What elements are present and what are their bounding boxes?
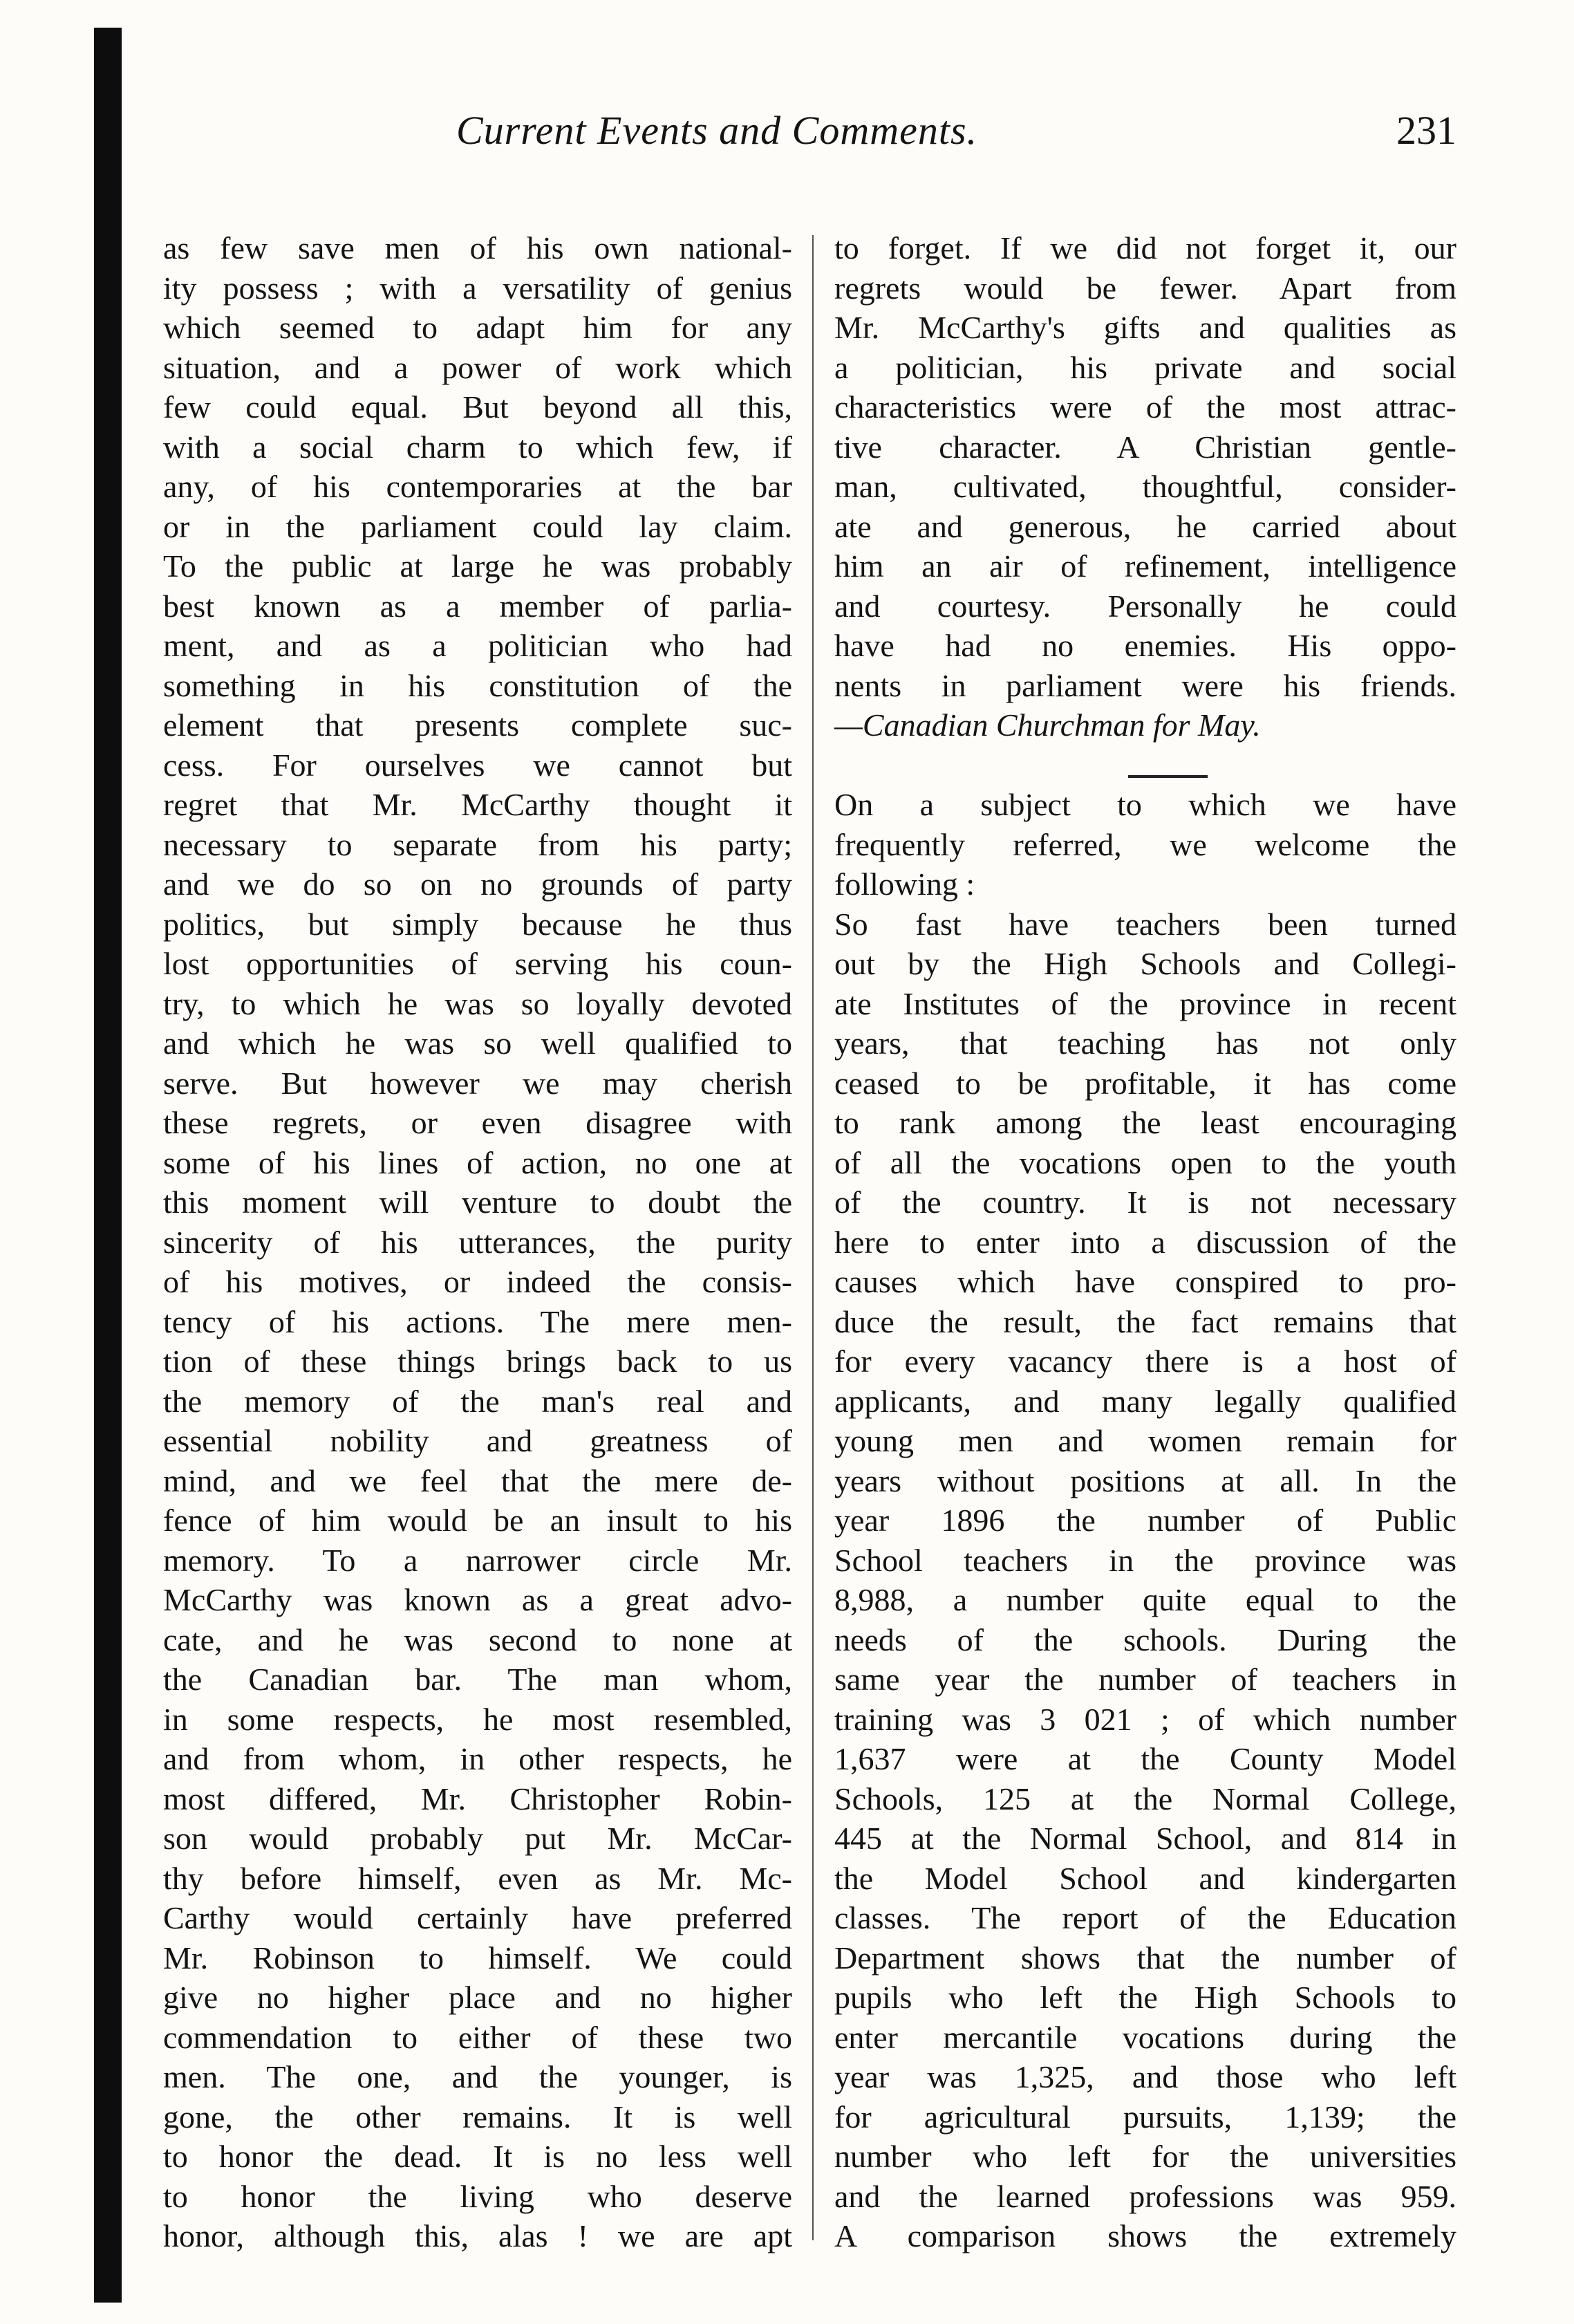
- text-line: this moment will venture to doubt the: [163, 1184, 792, 1220]
- text-line: of his motives, or indeed the consis-: [163, 1264, 792, 1299]
- page-binding-edge: [94, 28, 122, 2303]
- text-line: to rank among the least encouraging: [834, 1105, 1456, 1140]
- text-line: School teachers in the province was: [834, 1542, 1456, 1578]
- text-line: gone, the other remains. It is well: [163, 2099, 792, 2135]
- text-line: some of his lines of action, no one at: [163, 1144, 792, 1180]
- text-line: in some respects, he most resembled,: [163, 1701, 792, 1737]
- text-line: necessary to separate from his party;: [163, 826, 792, 862]
- text-line: enter mercantile vocations during the: [834, 2019, 1456, 2055]
- text-line: lost opportunities of serving his coun-: [163, 946, 792, 981]
- text-line: same year the number of teachers in: [834, 1662, 1456, 1697]
- text-line: cess. For ourselves we cannot but: [163, 747, 792, 783]
- text-line: as few save men of his own national-: [163, 230, 792, 266]
- text-line: any, of his contemporaries at the bar: [163, 469, 792, 504]
- text-line: element that presents complete suc-: [163, 707, 792, 743]
- text-line: A comparison shows the extremely: [834, 2218, 1456, 2253]
- text-line: year was 1,325, and those who left: [834, 2059, 1456, 2094]
- text-line: memory. To a narrower circle Mr.: [163, 1542, 792, 1578]
- text-line: training was 3 021 ; of which number: [834, 1701, 1456, 1737]
- text-line: with a social charm to which few, if: [163, 429, 792, 465]
- text-line: and courtesy. Personally he could: [834, 588, 1456, 624]
- text-line: Mr. McCarthy's gifts and qualities as: [834, 310, 1456, 345]
- text-line: most differed, Mr. Christopher Robin-: [163, 1781, 792, 1816]
- text-line: serve. But however we may cherish: [163, 1065, 792, 1101]
- text-line: 8,988, a number quite equal to the: [834, 1582, 1456, 1617]
- text-line: try, to which he was so loyally devoted: [163, 985, 792, 1021]
- text-line: On a subject to which we have: [834, 787, 1456, 822]
- text-line: 445 at the Normal School, and 814 in: [834, 1821, 1456, 1856]
- text-line: man, cultivated, thoughtful, consider-: [834, 469, 1456, 504]
- text-line: number who left for the universities: [834, 2139, 1456, 2174]
- text-line: for agricultural pursuits, 1,139; the: [834, 2099, 1456, 2135]
- section-divider-rule: [1128, 775, 1208, 778]
- text-line: and which he was so well qualified to: [163, 1025, 792, 1061]
- text-line: ate Institutes of the province in recent: [834, 985, 1456, 1021]
- text-line: a politician, his private and social: [834, 349, 1456, 385]
- text-line: ate and generous, he carried about: [834, 508, 1456, 544]
- text-line: Department shows that the number of: [834, 1940, 1456, 1976]
- text-line: cate, and he was second to none at: [163, 1621, 792, 1657]
- text-line: few could equal. But beyond all this,: [163, 389, 792, 425]
- text-line: which seemed to adapt him for any: [163, 310, 792, 345]
- text-line: and we do so on no grounds of party: [163, 866, 792, 902]
- text-line: applicants, and many legally qualified: [834, 1383, 1456, 1419]
- text-line: years without positions at all. In the: [834, 1462, 1456, 1498]
- text-line: young men and women remain for: [834, 1423, 1456, 1458]
- text-line: the memory of the man's real and: [163, 1383, 792, 1419]
- text-line: to forget. If we did not forget it, our: [834, 230, 1456, 266]
- text-line: son would probably put Mr. McCar-: [163, 1821, 792, 1856]
- text-line: the Model School and kindergarten: [834, 1860, 1456, 1896]
- text-line: regret that Mr. McCarthy thought it: [163, 787, 792, 822]
- text-line: Carthy would certainly have preferred: [163, 1900, 792, 1935]
- text-line: here to enter into a discussion of the: [834, 1224, 1456, 1260]
- text-line: So fast have teachers been turned: [834, 906, 1456, 942]
- text-line: year 1896 the number of Public: [834, 1503, 1456, 1538]
- right-column: [834, 228, 1456, 2256]
- text-line: to honor the dead. It is no less well: [163, 2139, 792, 2174]
- text-line: pupils who left the High Schools to: [834, 1980, 1456, 2015]
- text-line: duce the result, the fact remains that: [834, 1303, 1456, 1339]
- text-line: regrets would be fewer. Apart from: [834, 270, 1456, 306]
- attribution: —Canadian Churchman for May.: [834, 707, 1261, 743]
- text-line: years, that teaching has not only: [834, 1025, 1456, 1061]
- text-line: tion of these things brings back to us: [163, 1344, 792, 1379]
- text-line: men. The one, and the younger, is: [163, 2059, 792, 2094]
- text-line: these regrets, or even disagree with: [163, 1105, 792, 1140]
- text-line: McCarthy was known as a great advo-: [163, 1582, 792, 1617]
- text-line: give no higher place and no higher: [163, 1980, 792, 2015]
- text-line: mind, and we feel that the mere de-: [163, 1462, 792, 1498]
- text-line: for every vacancy there is a host of: [834, 1344, 1456, 1379]
- text-line: needs of the schools. During the: [834, 1621, 1456, 1657]
- text-line: of all the vocations open to the youth: [834, 1144, 1456, 1180]
- text-line: thy before himself, even as Mr. Mc-: [163, 1860, 792, 1896]
- text-line: the Canadian bar. The man whom,: [163, 1662, 792, 1697]
- text-line: characteristics were of the most attrac-: [834, 389, 1456, 425]
- text-line: ity possess ; with a versatility of genius: [163, 270, 792, 306]
- text-line: nents in parliament were his friends.: [834, 667, 1456, 703]
- text-line: or in the parliament could lay claim.: [163, 508, 792, 544]
- text-line: tency of his actions. The mere men-: [163, 1303, 792, 1339]
- text-line: of the country. It is not necessary: [834, 1184, 1456, 1220]
- text-line: situation, and a power of work which: [163, 349, 792, 385]
- text-line: Mr. Robinson to himself. We could: [163, 1940, 792, 1976]
- text-line: Schools, 125 at the Normal College,: [834, 1781, 1456, 1816]
- text-line: tive character. A Christian gentle-: [834, 429, 1456, 465]
- text-line: following :: [834, 866, 975, 902]
- running-title: Current Events and Comments.: [456, 108, 978, 153]
- text-line: best known as a member of parlia-: [163, 588, 792, 624]
- text-line: ment, and as a politician who had: [163, 628, 792, 663]
- text-line: To the public at large he was probably: [163, 548, 792, 584]
- text-line: have had no enemies. His oppo-: [834, 628, 1456, 663]
- text-line: something in his constitution of the: [163, 667, 792, 703]
- page-number: 231: [1396, 108, 1456, 153]
- text-line: 1,637 were at the County Model: [834, 1741, 1456, 1776]
- text-line: essential nobility and greatness of: [163, 1423, 792, 1458]
- text-line: frequently referred, we welcome the: [834, 826, 1456, 862]
- column-rule: [812, 235, 814, 2240]
- text-line: him an air of refinement, intelligence: [834, 548, 1456, 584]
- text-line: and the learned professions was 959.: [834, 2178, 1456, 2214]
- text-line: and from whom, in other respects, he: [163, 1741, 792, 1776]
- text-line: classes. The report of the Education: [834, 1900, 1456, 1935]
- text-line: honor, although this, alas ! we are apt: [163, 2218, 792, 2253]
- text-line: causes which have conspired to pro-: [834, 1264, 1456, 1299]
- text-line: fence of him would be an insult to his: [163, 1503, 792, 1538]
- text-line: out by the High Schools and Collegi-: [834, 946, 1456, 981]
- text-line: ceased to be profitable, it has come: [834, 1065, 1456, 1101]
- text-line: to honor the living who deserve: [163, 2178, 792, 2214]
- text-line: sincerity of his utterances, the purity: [163, 1224, 792, 1260]
- section-gap: [834, 745, 1456, 785]
- text-line: politics, but simply because he thus: [163, 906, 792, 942]
- text-line: commendation to either of these two: [163, 2019, 792, 2055]
- left-column: [163, 228, 792, 2256]
